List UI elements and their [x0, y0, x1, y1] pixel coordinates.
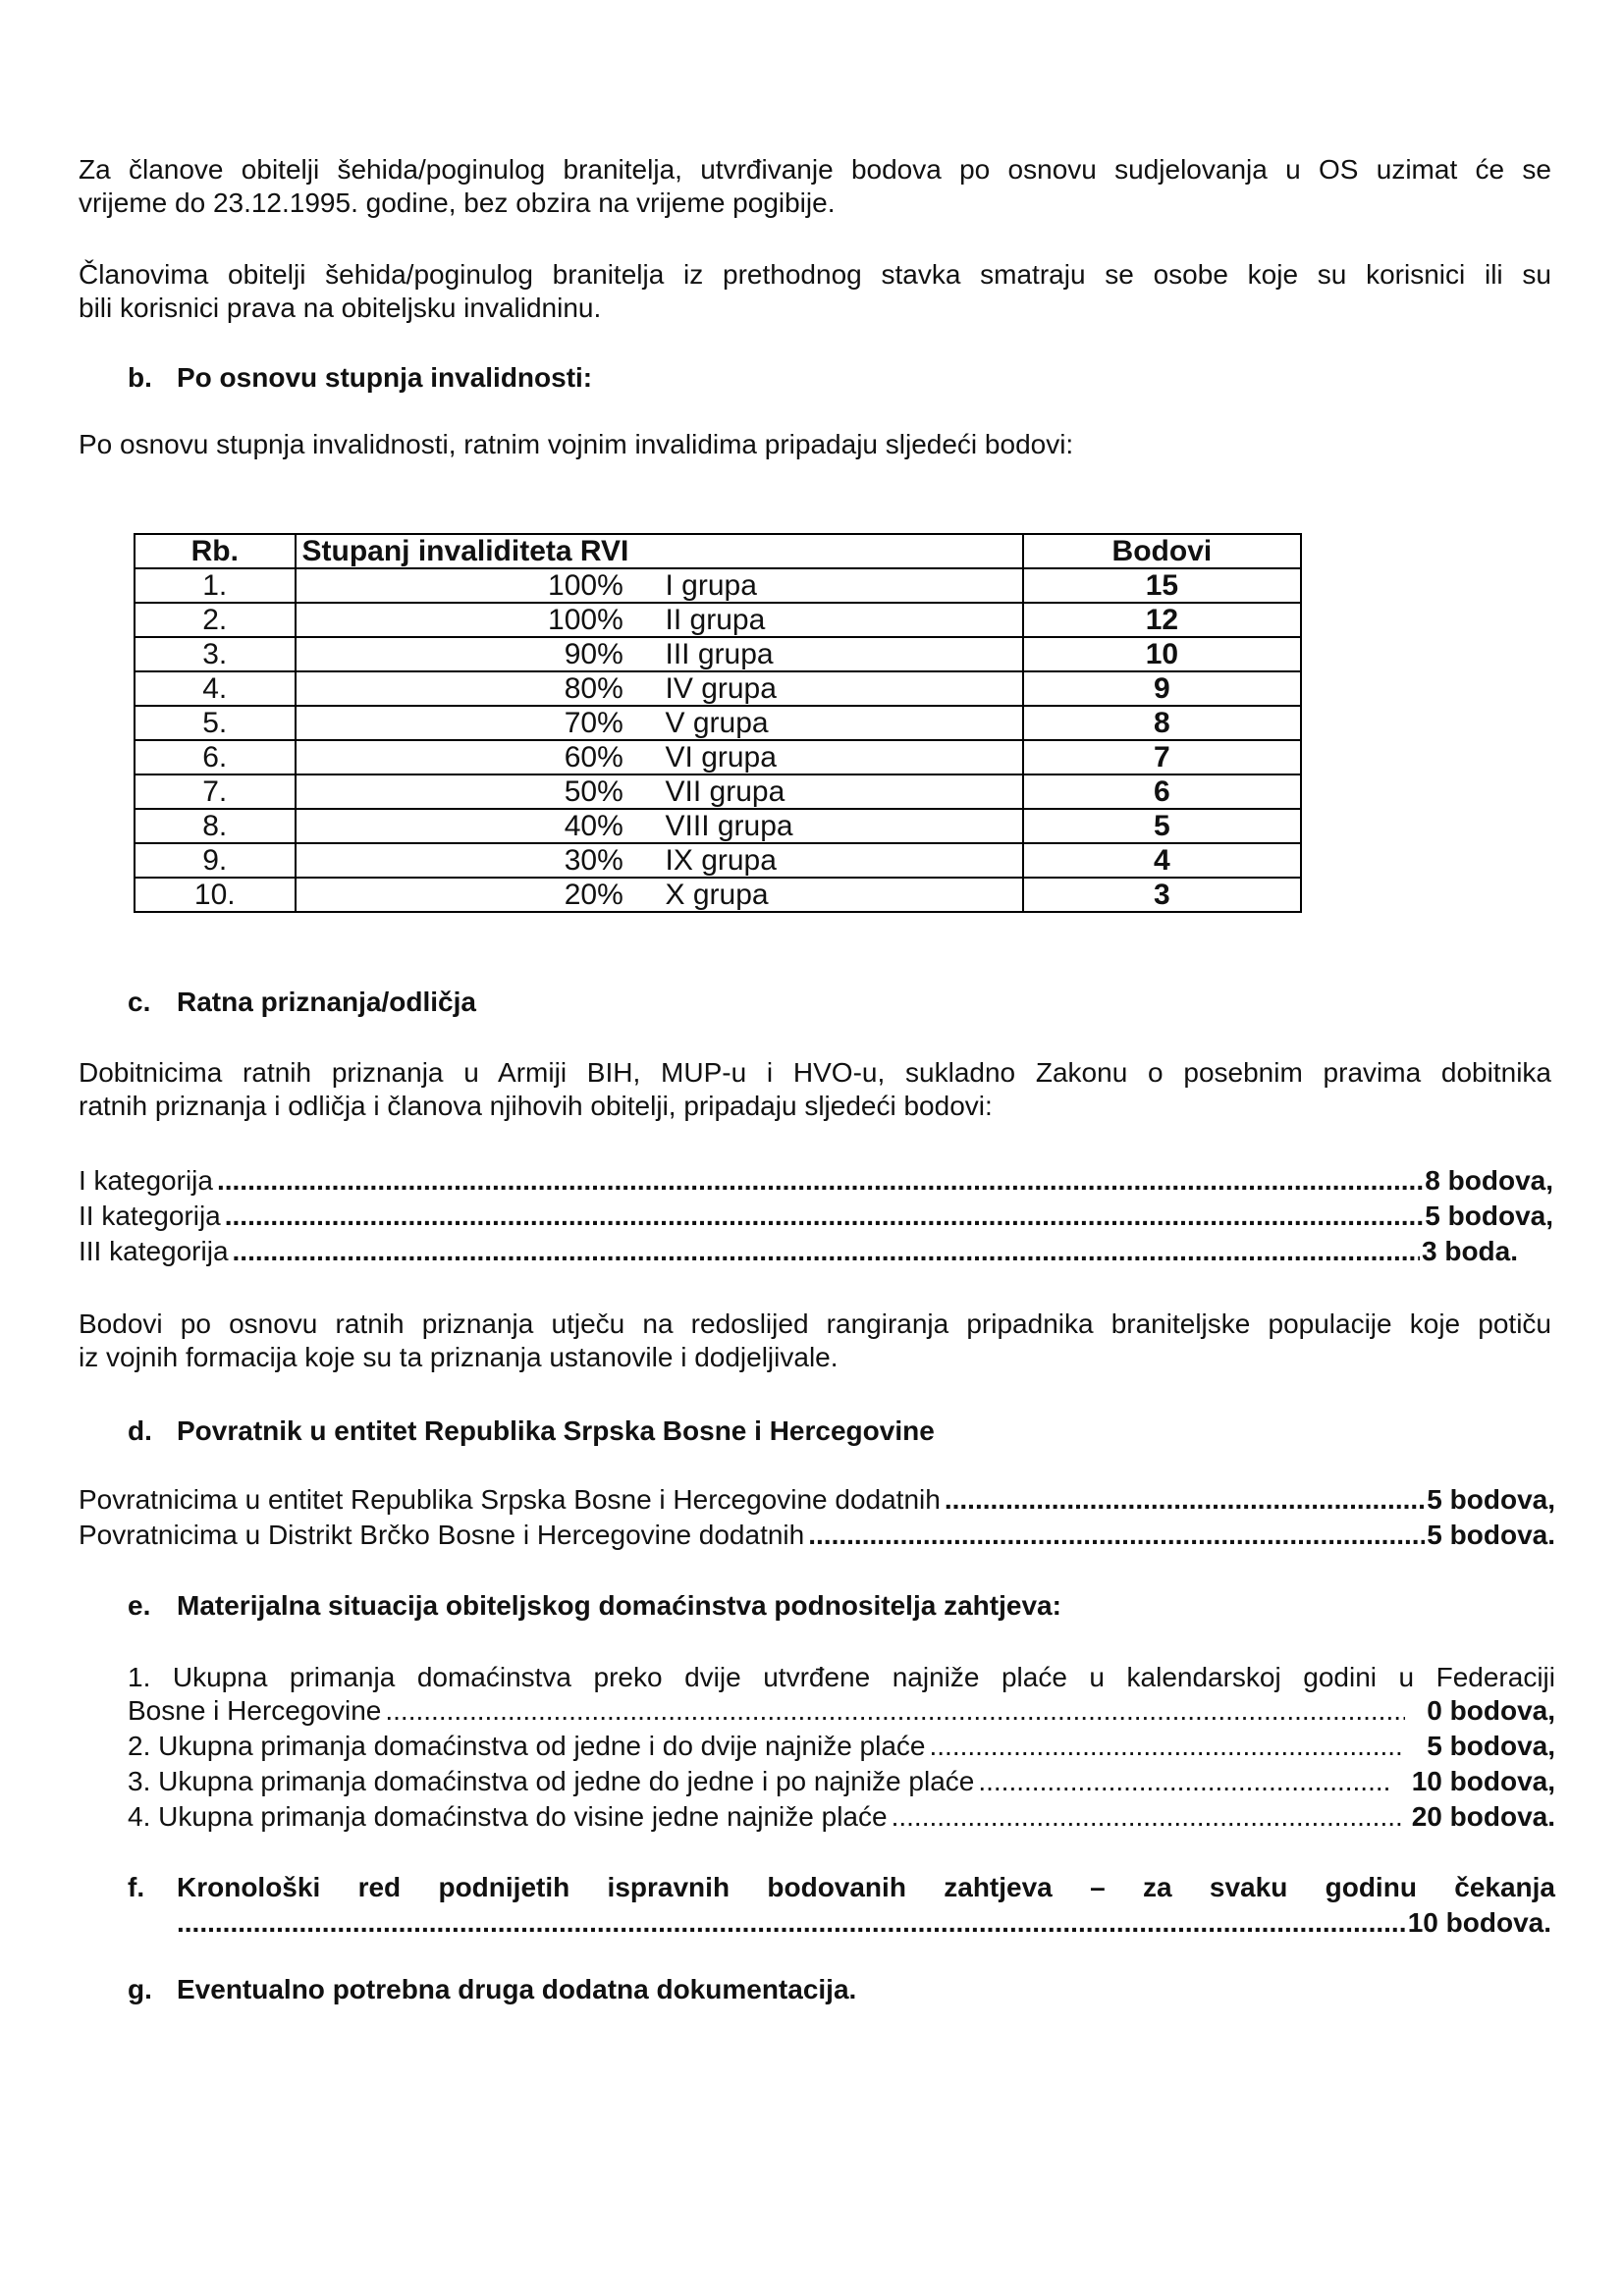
returnee-value: 5 bodova.	[1427, 1520, 1555, 1550]
section-c-text-line-1: Dobitnicima ratnih priznanja u Armiji BIH, MUP-u i HVO-u, sukladno Zakonu o posebnim pravima dobitnika	[79, 1057, 1551, 1088]
row-degree	[296, 637, 1023, 671]
row-points: 4	[1023, 843, 1301, 878]
income-item-1-line-1: 1. Ukupna primanja domaćinstva preko dvije utvrđene najniže plaće u kalendarskoj godini u Federaciji	[128, 1662, 1555, 1692]
section-d-letter: d.	[128, 1415, 152, 1446]
header-rb: Rb.	[135, 534, 296, 568]
row-group: VIII grupa	[665, 810, 793, 842]
returnee-label: Povratnicima u entitet Republika Srpska Bosne i Hercegovine dodatnih	[79, 1484, 941, 1515]
leader-dots	[233, 1235, 1420, 1268]
row-percent: 40%	[564, 810, 623, 842]
row-degree	[296, 878, 1023, 912]
income-row	[128, 1730, 1555, 1763]
category-value: 8 bodova,	[1425, 1165, 1553, 1196]
row-group: III grupa	[665, 638, 774, 670]
table-row	[135, 774, 1301, 809]
table-row	[135, 568, 1301, 603]
row-degree	[296, 603, 1023, 637]
section-d-heading	[128, 1415, 935, 1448]
section-f-value: 10 bodova.	[1407, 1907, 1551, 1938]
row-degree	[296, 568, 1023, 603]
table-header-row	[135, 534, 1301, 568]
row-percent: 30%	[564, 844, 623, 877]
row-number: 1.	[135, 568, 296, 603]
table-body	[135, 568, 1301, 912]
section-e-heading	[128, 1589, 1061, 1623]
income-label: Bosne i Hercegovine	[128, 1695, 382, 1726]
leader-dots	[385, 1694, 1405, 1728]
leader-dots	[217, 1164, 1423, 1198]
section-c-letter: c.	[128, 987, 151, 1017]
row-degree	[296, 809, 1023, 843]
income-value: 5 bodova,	[1427, 1731, 1555, 1761]
income-value: 20 bodova.	[1411, 1801, 1555, 1832]
row-number: 7.	[135, 774, 296, 809]
row-number: 10.	[135, 878, 296, 912]
section-g-heading	[128, 1973, 856, 2006]
table-row	[135, 843, 1301, 878]
category-label: I kategorija	[79, 1165, 213, 1196]
income-row	[128, 1694, 1555, 1728]
section-c-note-line-1: Bodovi po osnovu ratnih priznanja utječu na redoslijed rangiranja pripadnika braniteljske populacije koje potiču	[79, 1308, 1551, 1339]
income-value: 0 bodova,	[1427, 1695, 1555, 1726]
returnee-label: Povratnicima u Distrikt Brčko Bosne i Hercegovine dodatnih	[79, 1520, 805, 1550]
section-f-title: Kronološki red podnijetih ispravnih bodovanih zahtjeva – za svaku godinu čekanja	[177, 1872, 1555, 1902]
section-c-heading	[128, 986, 476, 1019]
income-row	[128, 1800, 1555, 1834]
row-degree	[296, 843, 1023, 878]
header-stupanj: Stupanj invaliditeta RVI	[296, 534, 1023, 568]
table-row	[135, 740, 1301, 774]
row-number: 6.	[135, 740, 296, 774]
leader-dots	[930, 1730, 1406, 1763]
row-number: 3.	[135, 637, 296, 671]
section-e-letter: e.	[128, 1590, 151, 1621]
section-g-letter: g.	[128, 1974, 152, 2004]
returnee-value: 5 bodova,	[1427, 1484, 1555, 1515]
section-c-note-line-2: iz vojnih formacija koje su ta priznanja ustanovile i dodjeljivale.	[79, 1342, 839, 1372]
table-row	[135, 637, 1301, 671]
row-number: 9.	[135, 843, 296, 878]
intro-paragraph-2-line-2: bili korisnici prava na obiteljsku invalidninu.	[79, 293, 602, 323]
row-number: 5.	[135, 706, 296, 740]
row-points: 5	[1023, 809, 1301, 843]
header-bodovi: Bodovi	[1023, 534, 1301, 568]
section-b-heading	[128, 361, 592, 395]
section-e-title: Materijalna situacija obiteljskog domaćinstva podnositelja zahtjeva:	[177, 1590, 1061, 1621]
section-f-heading	[128, 1871, 1555, 1904]
section-c-title: Ratna priznanja/odličja	[177, 987, 476, 1017]
section-g-title: Eventualno potrebna druga dodatna dokumentacija.	[177, 1974, 857, 2004]
category-value: 5 bodova,	[1425, 1201, 1553, 1231]
category-label: II kategorija	[79, 1201, 221, 1231]
invalidity-table	[134, 533, 1302, 913]
section-d-title: Povratnik u entitet Republika Srpska Bosne i Hercegovine	[177, 1415, 935, 1446]
intro-paragraph-2-line-1: Članovima obitelji šehida/poginulog branitelja iz prethodnog stavka smatraju se osobe koje su korisnici ili su	[79, 259, 1551, 290]
leader-dots	[945, 1483, 1425, 1517]
section-f-letter: f.	[128, 1872, 145, 1902]
row-group: II grupa	[665, 604, 766, 636]
income-label: 3. Ukupna primanja domaćinstva od jedne do jedne i po najniže plaće	[128, 1766, 975, 1796]
leader-dots	[177, 1906, 1406, 1940]
intro-paragraph-1-line-1: Za članove obitelji šehida/poginulog branitelja, utvrđivanje bodova po osnovu sudjelovanja u OS uzimat će se	[79, 154, 1551, 185]
income-label: 2. Ukupna primanja domaćinstva od jedne i do dvije najniže plaće	[128, 1731, 926, 1761]
row-points: 12	[1023, 603, 1301, 637]
category-label: III kategorija	[79, 1236, 229, 1266]
section-b-title: Po osnovu stupnja invalidnosti:	[177, 362, 593, 393]
income-label: 4. Ukupna primanja domaćinstva do visine jedne najniže plaće	[128, 1801, 888, 1832]
row-points: 8	[1023, 706, 1301, 740]
leader-dots	[892, 1800, 1404, 1834]
section-b-text: Po osnovu stupnja invalidnosti, ratnim vojnim invalidima pripadaju sljedeći bodovi:	[79, 429, 1074, 459]
row-percent: 90%	[564, 638, 623, 670]
income-row	[128, 1765, 1555, 1798]
row-points: 6	[1023, 774, 1301, 809]
row-points: 7	[1023, 740, 1301, 774]
row-group: VII grupa	[665, 775, 785, 808]
leader-dots	[808, 1519, 1425, 1552]
row-number: 2.	[135, 603, 296, 637]
row-percent: 60%	[564, 741, 623, 774]
intro-paragraph-1-line-2: vrijeme do 23.12.1995. godine, bez obzira na vrijeme pogibije.	[79, 187, 836, 218]
row-group: V grupa	[665, 707, 769, 739]
category-row	[79, 1200, 1553, 1233]
section-f-value-row	[177, 1906, 1551, 1940]
table-row	[135, 878, 1301, 912]
section-b-letter: b.	[128, 362, 152, 393]
row-number: 8.	[135, 809, 296, 843]
row-percent: 100%	[548, 604, 623, 636]
section-c-text-line-2: ratnih priznanja i odličja i članova njihovih obitelji, pripadaju sljedeći bodovi:	[79, 1091, 993, 1121]
row-group: VI grupa	[665, 741, 777, 774]
category-value: 3 boda.	[1421, 1236, 1518, 1266]
table-row	[135, 706, 1301, 740]
row-degree	[296, 774, 1023, 809]
row-points: 3	[1023, 878, 1301, 912]
row-degree	[296, 671, 1023, 706]
leader-dots	[978, 1765, 1389, 1798]
row-points: 10	[1023, 637, 1301, 671]
row-group: IV grupa	[665, 672, 777, 705]
row-points: 9	[1023, 671, 1301, 706]
row-percent: 70%	[564, 707, 623, 739]
returnee-row	[79, 1519, 1555, 1552]
row-group: X grupa	[665, 879, 769, 911]
category-row	[79, 1235, 1518, 1268]
row-group: IX grupa	[665, 844, 777, 877]
row-degree	[296, 706, 1023, 740]
row-percent: 50%	[564, 775, 623, 808]
income-value: 10 bodova,	[1411, 1766, 1555, 1796]
row-percent: 80%	[564, 672, 623, 705]
returnee-row	[79, 1483, 1555, 1517]
table-row	[135, 809, 1301, 843]
row-percent: 100%	[548, 569, 623, 602]
table-row	[135, 603, 1301, 637]
row-degree	[296, 740, 1023, 774]
row-percent: 20%	[564, 879, 623, 911]
leader-dots	[225, 1200, 1424, 1233]
row-group: I grupa	[665, 569, 757, 602]
row-points: 15	[1023, 568, 1301, 603]
table-row	[135, 671, 1301, 706]
category-row	[79, 1164, 1553, 1198]
row-number: 4.	[135, 671, 296, 706]
